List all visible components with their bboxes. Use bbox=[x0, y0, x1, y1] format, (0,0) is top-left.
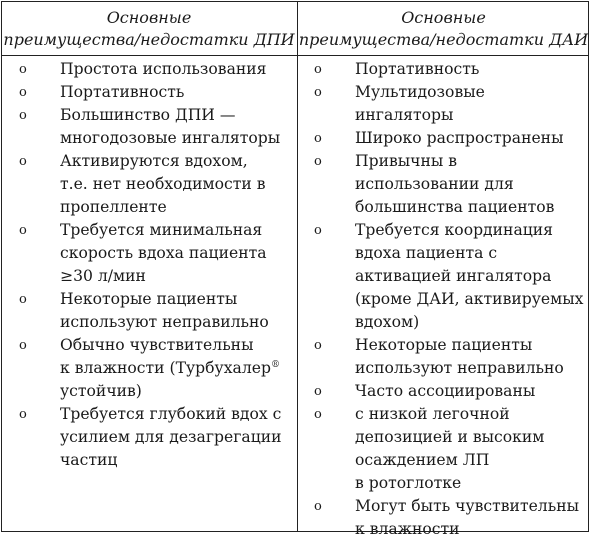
dai-item-text: Портативность bbox=[355, 60, 480, 78]
dai-item-text: Привычны в использовании для большинства пациентов bbox=[355, 152, 555, 216]
header-dpi-line-1: Основные bbox=[106, 7, 192, 27]
list-item bbox=[14, 288, 294, 334]
header-divider bbox=[2, 55, 588, 56]
dai-item-text: Требуется координация вдоха пациента с активацией ингалятора (кроме ДАИ, активируемых вдохом) bbox=[355, 221, 584, 331]
list-item bbox=[14, 58, 294, 81]
bullet-icon: o bbox=[314, 131, 322, 146]
bullet-icon: o bbox=[314, 223, 322, 238]
list-item bbox=[309, 219, 589, 334]
list-item bbox=[309, 81, 589, 127]
dpi-list bbox=[14, 58, 294, 472]
column-divider bbox=[297, 2, 298, 531]
dpi-item-text: Требуется минимальная скорость вдоха пациента ≥30 л/мин bbox=[60, 221, 267, 285]
list-item bbox=[14, 150, 294, 219]
bullet-icon: o bbox=[314, 338, 322, 353]
bullet-icon: o bbox=[314, 384, 322, 399]
bullet-icon: o bbox=[314, 154, 322, 169]
header-dai-line-1: Основные bbox=[401, 7, 486, 27]
bullet-icon: o bbox=[19, 85, 27, 100]
bullet-icon: o bbox=[19, 223, 27, 238]
registered-mark: ® bbox=[270, 360, 280, 370]
header-dpi bbox=[2, 2, 296, 55]
dpi-item-text: Некоторые пациенты используют неправильно bbox=[60, 290, 269, 331]
dpi-item-text: Большинство ДПИ — многодозовые ингаляторы bbox=[60, 106, 281, 147]
header-dai-line-2: преимущества/недостатки ДАИ bbox=[298, 29, 589, 49]
bullet-icon: o bbox=[314, 407, 322, 422]
bullet-icon: o bbox=[19, 292, 27, 307]
list-item bbox=[309, 127, 589, 150]
header-dai bbox=[298, 2, 589, 55]
list-item bbox=[309, 58, 589, 81]
dpi-item-text: Активируются вдохом, т.е. нет необходимости в пропелленте bbox=[60, 152, 266, 216]
header-dpi-line-2: преимущества/недостатки ДПИ bbox=[3, 29, 295, 49]
list-item bbox=[14, 334, 294, 403]
bullet-icon: o bbox=[19, 154, 27, 169]
dai-item-text: Некоторые пациенты используют неправильно bbox=[355, 336, 564, 377]
bullet-icon: o bbox=[19, 338, 27, 353]
dai-item-text: Часто ассоциированы bbox=[355, 382, 536, 400]
dai-item-text: Могут быть чувствительны к влажности bbox=[355, 497, 580, 538]
dpi-item-text-tail: устойчив) bbox=[60, 382, 142, 400]
bullet-icon: o bbox=[19, 62, 27, 77]
dai-item-text: Широко распространены bbox=[355, 129, 564, 147]
list-item bbox=[14, 81, 294, 104]
bullet-icon: o bbox=[314, 499, 322, 514]
list-item bbox=[309, 403, 589, 495]
list-item bbox=[14, 219, 294, 288]
list-item bbox=[309, 334, 589, 380]
dai-item-text: Мультидозовые ингаляторы bbox=[355, 83, 485, 124]
list-item bbox=[309, 380, 589, 403]
bullet-icon: o bbox=[314, 85, 322, 100]
list-item bbox=[309, 495, 589, 541]
dpi-item-text: Обычно чувствительны к влажности (Турбухалер bbox=[60, 336, 271, 377]
list-item bbox=[309, 150, 589, 219]
list-item bbox=[14, 403, 294, 472]
dpi-item-text: Требуется глубокий вдох с усилием для дезагрегации частиц bbox=[60, 405, 282, 469]
dai-list bbox=[309, 58, 589, 541]
bullet-icon: o bbox=[314, 62, 322, 77]
dpi-item-text: Простота использования bbox=[60, 60, 267, 78]
dpi-item-text: Портативность bbox=[60, 83, 185, 101]
bullet-icon: o bbox=[19, 407, 27, 422]
bullet-icon: o bbox=[19, 108, 27, 123]
dai-item-text: с низкой легочной депозицией и высоким осаждением ЛП в ротоглотке bbox=[355, 405, 545, 492]
list-item bbox=[14, 104, 294, 150]
comparison-table bbox=[1, 1, 589, 538]
